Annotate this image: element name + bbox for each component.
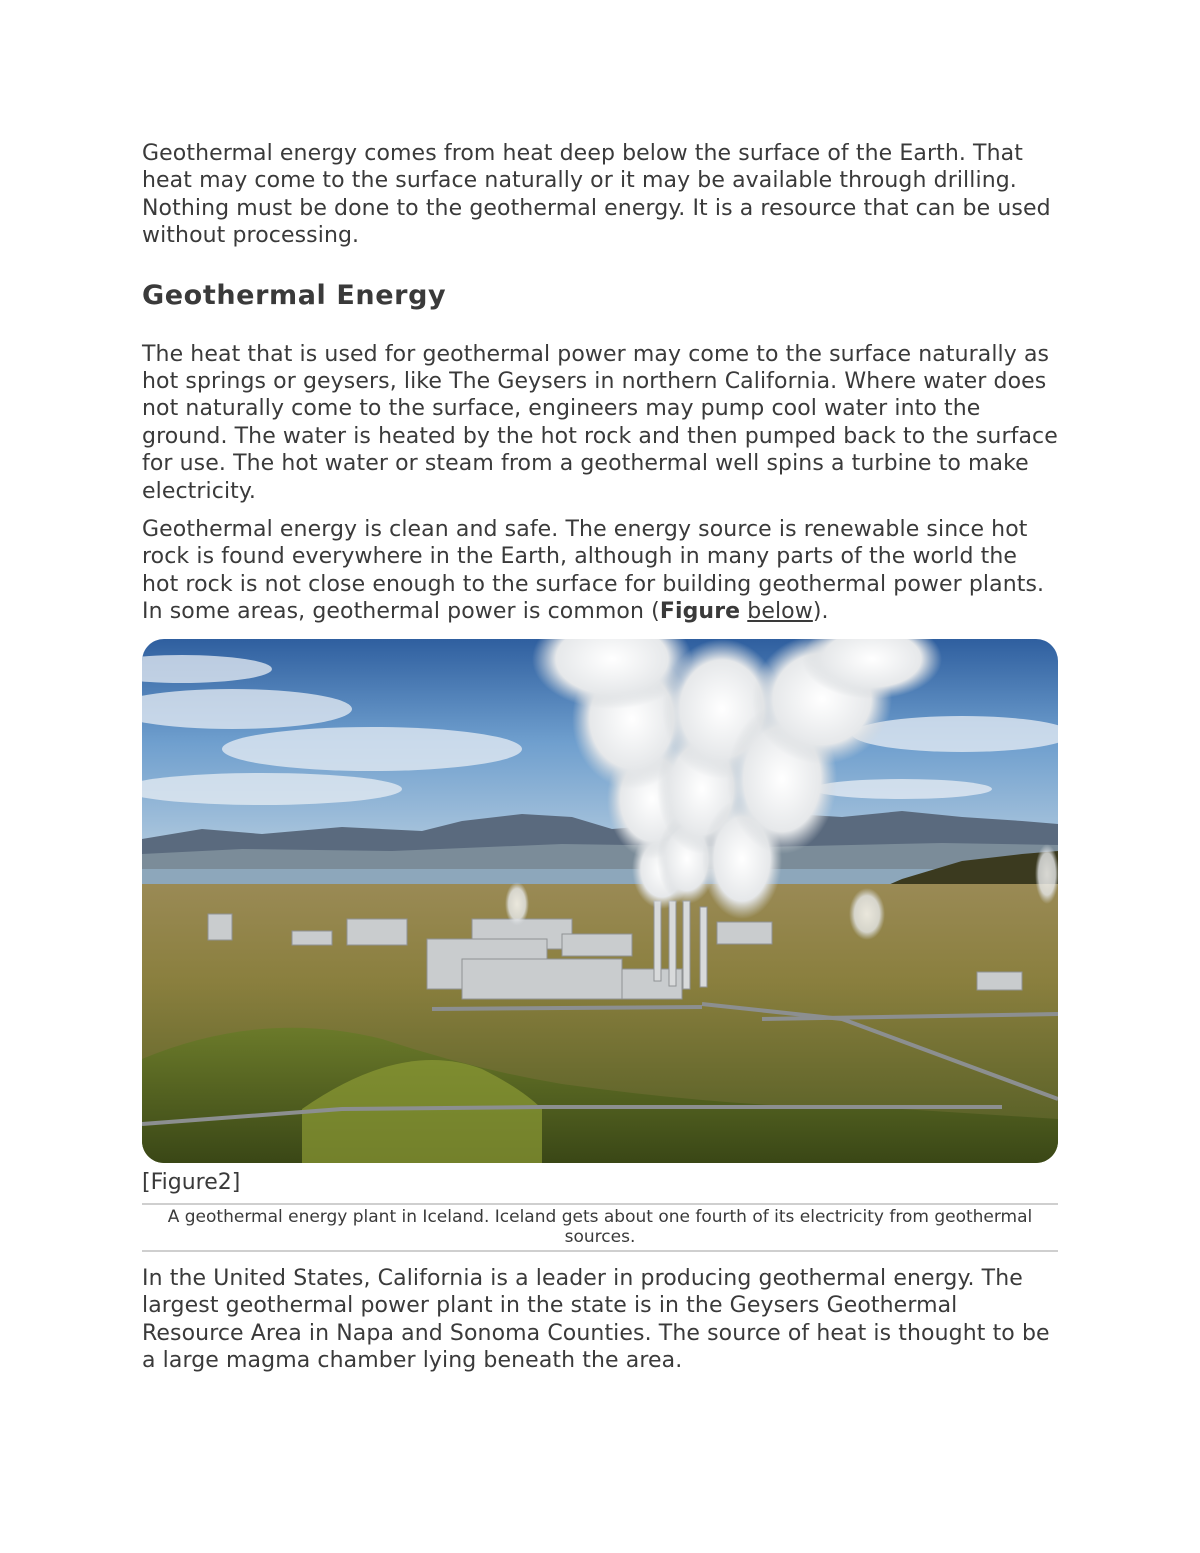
geothermal-plant-photo (142, 639, 1058, 1163)
paragraph-clean-safe-text: Geothermal energy is clean and safe. The energy source is renewable since hot rock is found everywhere in the Earth, although in many parts of the world the hot rock is not close enough to the surface for building geothermal power plants. In some areas, geothermal power is common ( (142, 517, 1045, 625)
paragraph-california: In the United States, California is a leader in producing geothermal energy. The largest geothermal power plant in the state is in the Geysers Geothermal Resource Area in Napa and Sonoma Counties. The source of heat is thought to be a large magma chamber lying beneath the area. (142, 1265, 1050, 1373)
paragraph-clean-safe-closing: ). (812, 599, 829, 625)
figure-below-link[interactable]: below (747, 599, 813, 625)
document-page (142, 140, 1058, 1374)
figure-caption: A geothermal energy plant in Iceland. Iceland gets about one fourth of its electricity from geothermal sources. (142, 1203, 1058, 1252)
section-heading: Geothermal Energy (142, 279, 447, 311)
paragraph-clean-safe (142, 516, 1058, 626)
figure-reference-word: Figure (659, 599, 741, 625)
intro-paragraph: Geothermal energy comes from heat deep below the surface of the Earth. That heat may come to the surface naturally or it may be available through drilling. Nothing must be done to the geothermal energy. It is a resource that can be used without processing. (142, 141, 1051, 249)
figure-label: [Figure2] (142, 1169, 241, 1195)
paragraph-hot-springs: The heat that is used for geothermal power may come to the surface naturally as hot springs or geysers, like The Geysers in northern California. Where water does not naturally come to the surface, engineers may pump cool water into the ground. The water is heated by the hot rock and then pumped back to the surface for use. The hot water or steam from a geothermal well spins a turbine to make electricity. (142, 341, 1058, 504)
